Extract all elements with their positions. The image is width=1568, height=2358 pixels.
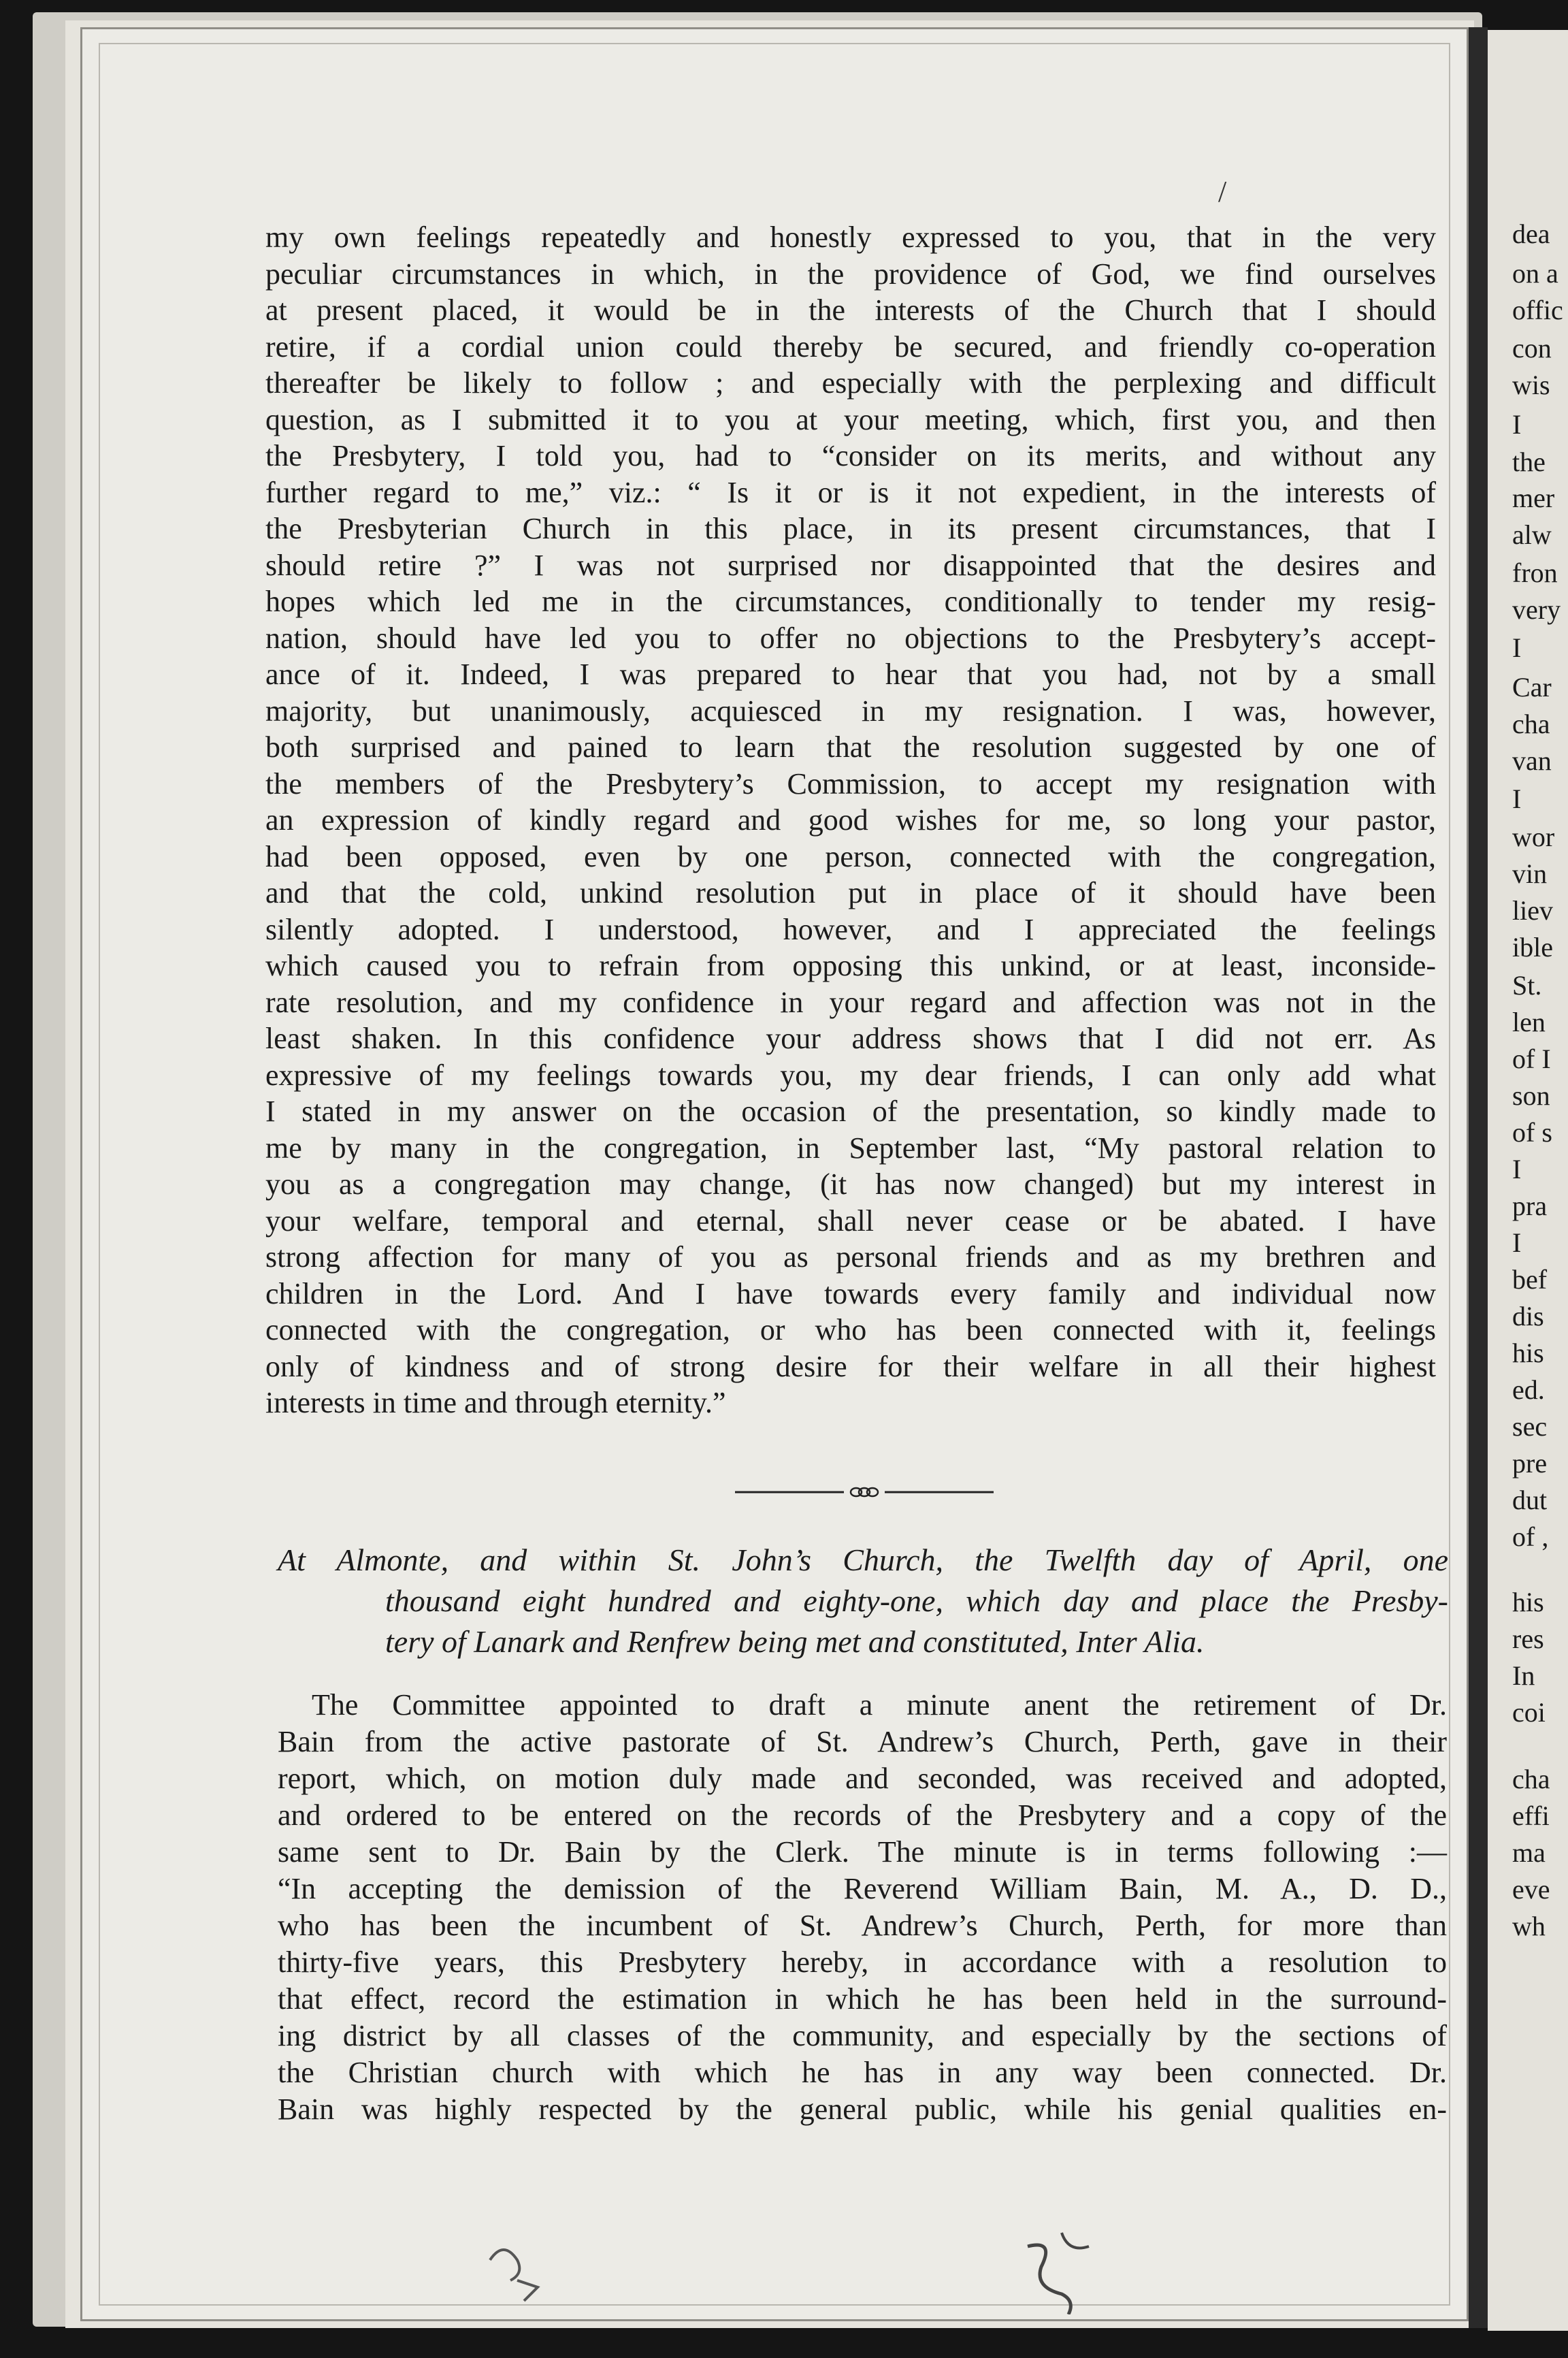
text-line: who has been the incumbent of St. Andrew’s Church, Perth, for more than: [278, 1909, 1447, 1942]
text-line: both surprised and pained to learn that the resolution suggested by one of: [265, 730, 1436, 764]
facing-page-word-fragment: ible: [1512, 932, 1553, 963]
ink-scribble-marks: [463, 2219, 1143, 2314]
text-line: expressive of my feelings towards you, my dear friends, I can only add what: [265, 1058, 1436, 1092]
facing-page-word-fragment: dut: [1512, 1485, 1548, 1515]
facing-page-word-fragment: dea: [1512, 219, 1550, 249]
facing-page-word-fragment: of ,: [1512, 1521, 1549, 1552]
facing-page-word-fragment: I: [1512, 784, 1522, 814]
facing-page-word-fragment: van: [1512, 745, 1552, 776]
facing-page-word-fragment: pre: [1512, 1448, 1548, 1479]
text-line: I stated in my answer on the occasion of the presentation, so kindly made to: [265, 1095, 1436, 1128]
facing-page-word-fragment: coi: [1512, 1697, 1546, 1728]
facing-page-word-fragment: very: [1512, 594, 1561, 625]
facing-page-fragment: [1488, 30, 1568, 2331]
facing-page-word-fragment: the: [1512, 447, 1546, 477]
text-line: children in the Lord. And I have towards every family and individual now: [265, 1276, 1436, 1310]
text-line: me by many in the congregation, in September last, “My pastoral relation to: [265, 1131, 1436, 1165]
facing-page-word-fragment: Car: [1512, 672, 1552, 702]
text-line: the Christian church with which he has in any way been connected. Dr.: [278, 2056, 1447, 2089]
facing-page-word-fragment: fron: [1512, 558, 1558, 588]
facing-page-word-fragment: I: [1512, 632, 1522, 663]
facing-page-word-fragment: mer: [1512, 483, 1555, 513]
text-line: further regard to me,” viz.: “ Is it or is it not expedient, in the interests of: [265, 475, 1436, 509]
facing-page-word-fragment: len: [1512, 1007, 1546, 1037]
facing-page-word-fragment: eve: [1512, 1874, 1550, 1905]
facing-page-word-fragment: vin: [1512, 858, 1548, 889]
text-line: thereafter be likely to follow ; and especially with the perplexing and difficult: [265, 366, 1436, 400]
facing-page-word-fragment: con: [1512, 333, 1552, 364]
text-line: interests in time and through eternity.”: [265, 1386, 726, 1419]
facing-page-word-fragment: son: [1512, 1080, 1550, 1111]
facing-page-word-fragment: ma: [1512, 1837, 1546, 1868]
text-line: the Presbytery, I told you, had to “consider on its merits, and without any: [265, 439, 1436, 472]
facing-page-word-fragment: on a: [1512, 258, 1558, 289]
facing-page-word-fragment: ed.: [1512, 1374, 1545, 1405]
text-line: and that the cold, unkind resolution put in place of it should have been: [265, 876, 1436, 909]
text-line: hopes which led me in the circumstances, conditionally to tender my resig-: [265, 585, 1436, 618]
text-line: same sent to Dr. Bain by the Clerk. The minute is in terms following :—: [278, 1835, 1447, 1869]
text-line: the members of the Presbytery’s Commission, to accept my resignation with: [265, 766, 1436, 801]
text-line: and ordered to be entered on the records of the Presbytery and a copy of the: [278, 1798, 1447, 1832]
text-line: you as a congregation may change, (it has now changed) but my interest in: [265, 1167, 1436, 1201]
text-line: thirty-five years, this Presbytery hereby, in accordance with a resolution to: [278, 1945, 1447, 1979]
text-line: The Committee appointed to draft a minute anent the retirement of Dr.: [312, 1688, 1447, 1722]
text-line: retire, if a cordial union could thereby be secured, and friendly co-operation: [265, 329, 1436, 364]
facing-page-word-fragment: res: [1512, 1624, 1544, 1654]
facing-page-word-fragment: I: [1512, 409, 1522, 440]
text-line: nation, should have led you to offer no objections to the Presbytery’s accept-: [265, 621, 1436, 655]
text-line: “In accepting the demission of the Reverend William Bain, M. A., D. D.,: [278, 1872, 1447, 1905]
section-divider-ornament: [735, 1481, 994, 1503]
facing-page-word-fragment: offic: [1512, 295, 1563, 325]
facing-page-word-fragment: of I: [1512, 1044, 1551, 1074]
text-line: only of kindness and of strong desire for their welfare in all their highest: [265, 1349, 1436, 1383]
facing-page-word-fragment: his: [1512, 1338, 1544, 1368]
facing-page-word-fragment: cha: [1512, 709, 1550, 739]
text-line: that effect, record the estimation in which he has been held in the surround-: [278, 1982, 1447, 2016]
text-line: my own feelings repeatedly and honestly expressed to you, that in the very: [265, 221, 1436, 254]
facing-page-word-fragment: effi: [1512, 1800, 1550, 1831]
facing-page-word-fragment: of s: [1512, 1117, 1552, 1148]
facing-page-word-fragment: wis: [1512, 370, 1550, 400]
text-line: rate resolution, and my confidence in your regard and affection was not in the: [265, 985, 1436, 1019]
book-gutter: [1469, 27, 1488, 2328]
facing-page-word-fragment: I: [1512, 1154, 1522, 1184]
facing-page-word-fragment: wor: [1512, 822, 1555, 852]
text-line: the Presbyterian Church in this place, in its present circumstances, that I: [265, 512, 1436, 545]
facing-page-word-fragment: alw: [1512, 519, 1552, 550]
minute-heading: [278, 1540, 1448, 1662]
facing-page-word-fragment: pra: [1512, 1191, 1548, 1221]
text-line: Bain was highly respected by the general public, while his genial qualities en-: [278, 2093, 1447, 2126]
text-line: had been opposed, even by one person, connected with the congregation,: [265, 839, 1436, 873]
facing-page-word-fragment: I: [1512, 1227, 1522, 1258]
text-line: ance of it. Indeed, I was prepared to hear that you had, not by a small: [265, 658, 1436, 691]
minute-paragraph: [278, 1687, 1447, 2128]
heading-line: tery of Lanark and Renfrew being met and constituted, Inter Alia.: [385, 1624, 1205, 1659]
facing-page-word-fragment: sec: [1512, 1411, 1548, 1442]
facing-page-word-fragment: dis: [1512, 1301, 1544, 1331]
letter-paragraph: [265, 219, 1436, 1421]
text-line: strong affection for many of you as personal friends and as my brethren and: [265, 1240, 1436, 1274]
text-line: ing district by all classes of the community, and especially by the sections of: [278, 2019, 1447, 2052]
top-pen-mark: /: [1218, 175, 1227, 208]
text-line: Bain from the active pastorate of St. Andrew’s Church, Perth, gave in their: [278, 1725, 1447, 1758]
facing-page-word-fragment: cha: [1512, 1764, 1550, 1794]
text-line: at present placed, it would be in the interests of the Church that I should: [265, 293, 1436, 327]
facing-page-word-fragment: bef: [1512, 1264, 1548, 1295]
text-line: least shaken. In this confidence your address shows that I did not err. As: [265, 1022, 1436, 1055]
text-line: majority, but unanimously, acquiesced in my resignation. I was, however,: [265, 694, 1436, 728]
text-line: report, which, on motion duly made and seconded, was received and adopted,: [278, 1762, 1447, 1795]
text-line: question, as I submitted it to you at your meeting, which, first you, and then: [265, 402, 1436, 436]
text-line: an expression of kindly regard and good wishes for me, so long your pastor,: [265, 803, 1436, 837]
text-line: peculiar circumstances in which, in the providence of God, we find ourselves: [265, 257, 1436, 291]
text-line: connected with the congregation, or who has been connected with it, feelings: [265, 1313, 1436, 1346]
heading-line: thousand eight hundred and eighty-one, which day and place the Presby-: [385, 1583, 1448, 1618]
text-line: your welfare, temporal and eternal, shall never cease or be abated. I have: [265, 1204, 1436, 1238]
facing-page-word-fragment: his: [1512, 1587, 1544, 1617]
facing-page-word-fragment: St.: [1512, 970, 1542, 1001]
facing-page-word-fragment: In: [1512, 1660, 1535, 1691]
facing-page-word-fragment: liev: [1512, 895, 1553, 926]
text-line: should retire ?” I was not surprised nor disappointed that the desires and: [265, 548, 1436, 582]
heading-line: At Almonte, and within St. John’s Church, the Twelfth day of April, one: [278, 1543, 1448, 1577]
text-line: silently adopted. I understood, however, and I appreciated the feelings: [265, 912, 1436, 946]
facing-page-word-fragment: wh: [1512, 1911, 1546, 1941]
text-line: which caused you to refrain from opposing this unkind, or at least, inconside-: [265, 949, 1436, 982]
